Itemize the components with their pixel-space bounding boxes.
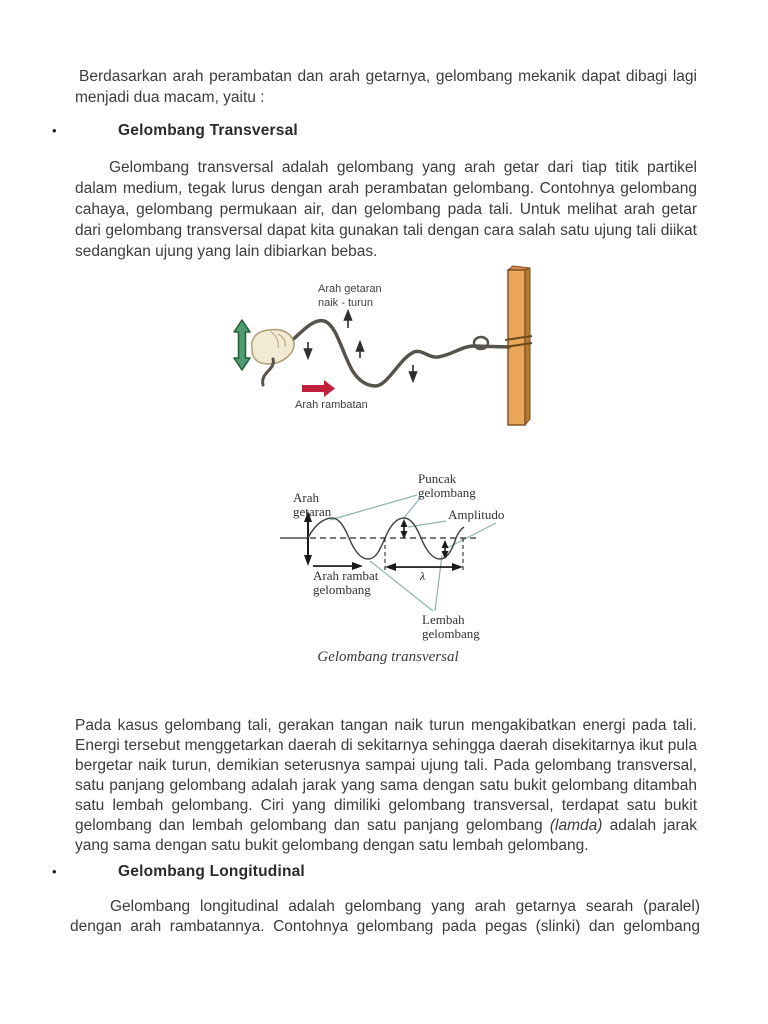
transversal-paragraph-1: Gelombang transversal adalah gelombang yang arah getar dari tiap titik partikel dalam medium, tegak lurus dengan arah perambatan gelombang. Contohnya gelombang cahaya, gelombang permukaan air, dan gelombang pada tali. Untuk melihat arah getar dari gelombang transversal dapat kita gunakan tali dengan cara salah satu ujung tali diikat sedangkan ujung yang lain dibiarkan bebas.: [75, 159, 697, 260]
heading-longitudinal: Gelombang Longitudinal: [118, 863, 305, 880]
label-lembah-1: Lembah: [422, 612, 465, 627]
figure-rope-wave: [200, 262, 560, 434]
paragraph-text: adalah jarak yang sama dengan satu bukit gelombang dengan satu lembah gelombang.: [75, 817, 697, 854]
heading-transversal-row: [52, 122, 298, 140]
rope-curve: [288, 321, 509, 386]
label-arah-rambat-2: gelombang: [313, 582, 371, 597]
label-arah-rambatan: Arah rambatan: [295, 399, 368, 411]
transversal-paragraph-2: [75, 716, 697, 856]
heading-longitudinal-row: [52, 863, 305, 881]
pole-side-face: [525, 268, 530, 425]
intro-paragraph: Berdasarkan arah perambatan dan arah getarnya, gelombang mekanik dapat dibagi lagi menjadi dua macam, yaitu :: [75, 68, 697, 106]
right-arrow-icon: [302, 380, 335, 397]
amplitude-arrow-crest: [401, 519, 408, 539]
label-lembah-2: gelombang: [422, 626, 480, 641]
lamda-italic: (lamda): [549, 817, 603, 834]
figure-transverse-diagram: [275, 456, 525, 651]
longitudinal-paragraph-1: Gelombang longitudinal adalah gelombang yang arah getarnya searah (paralel) dengan arah rambatannya. Contohnya gelombang pada pegas (slinki) dan gelombang: [70, 898, 700, 935]
label-arah-getaran-2: getaran: [293, 504, 332, 519]
up-down-arrow-icon: [234, 320, 250, 370]
label-lambda: λ: [420, 569, 426, 583]
paragraph-text: Pada kasus gelombang tali, gerakan tangan naik turun mengakibatkan energi pada tali. Energi tersebut menggetarkan daerah di sekitarnya sehingga daerah disekitarnya ikut pula bergetar naik turun, demikian seterusnya sampai ujung tali. Pada gelombang transversal, satu panjang gelombang adalah jarak yang sama dengan satu bukit gelombang ditambah satu lembah gelombang. Ciri yang dimiliki gelombang transversal, terdapat satu bukit gelombang dan lembah gelombang dan satu panjang gelombang: [75, 717, 697, 834]
label-arah-getaran-line2: naik - turun: [318, 297, 374, 309]
heading-transversal: Gelombang Transversal: [118, 122, 298, 139]
label-arah-rambat-1: Arah rambat: [313, 568, 379, 583]
label-puncak-2: gelombang: [418, 485, 476, 500]
figure-caption: Gelombang transversal: [317, 649, 459, 665]
bullet-marker: •: [52, 864, 57, 879]
label-puncak-1: Puncak: [418, 471, 457, 486]
bullet-marker: •: [52, 123, 57, 138]
label-arah-getaran-1: Arah: [293, 490, 319, 505]
label-amplitudo: Amplitudo: [448, 507, 505, 522]
label-arah-getaran-line1: Arah getaran: [318, 283, 382, 295]
